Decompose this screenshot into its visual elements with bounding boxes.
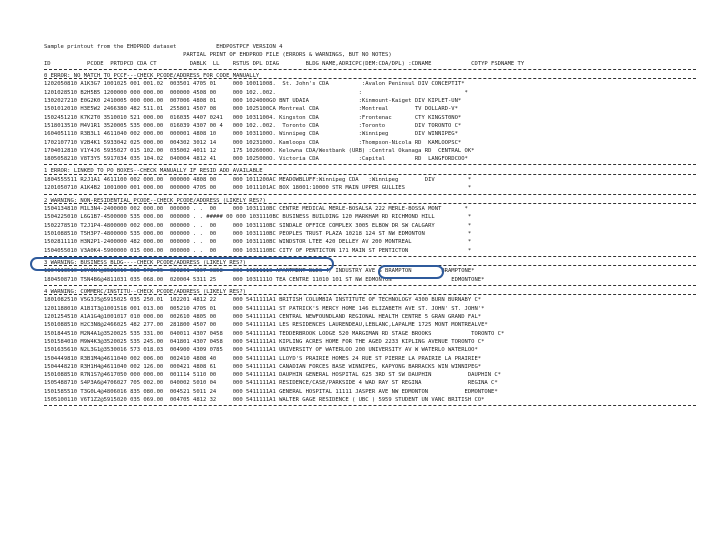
table-row: 1502278510 T2J1P4-4800000 002 000.00 000000 . . 00 000 1031110BC SINDALE OFFICE COMPLEX 3005 ELBOW DR SW CALGARY *	[44, 222, 472, 229]
section-title: 2 WARNING: NON-RESIDENTIAL PCODE--CHECK PCODE/ADDRESS (LIKELY RES?)	[44, 197, 266, 204]
table-row: 1501088510 T5H3P7-4800000 535 000.00 000000 . . 00 000 1031110BC PEOPLES TRUST PLAZA 10218 124 ST NW EDMONTON *	[44, 230, 472, 237]
dashed-rule	[44, 203, 696, 204]
dashed-rule	[44, 194, 696, 195]
table-row: 1502811110 H3N2P1-2400000 482 000.00 000000 . . 00 000 1031110BC WINDSTOR LTEE 420 DELLEY AV 200 MONTREAL *	[44, 239, 472, 246]
table-row: 1804555511 R2J1A1 4611100 002 000.00 000000 4808 00 000 1011200AC MEADOWBLUFF:Winnipeg CDA :Winnipeg DIV *	[44, 176, 472, 183]
table-row: 1804113510 L9Y3N4@3521010 535 572.05 020201 4307 0858 000 1031111O APARTMENT BLDG 4/ INDUSTRY AVE S BRAMPTON BRAMPTONE*	[44, 268, 475, 275]
dashed-rule	[44, 78, 696, 79]
table-row: 1504055010 V3A0K4-5900000 015 000.00 000000 . . 00 000 1031110BC CITY OF PENTICTON 171 MAIN ST PENTICTON *	[44, 247, 472, 254]
highlight-outline-section-title	[30, 257, 334, 271]
table-row: 1501585510 T3G0L4@4806016 835 080.00 004521 5011 24 000 5411111A1 GENERAL HOSPITAL 11111 JASPER AVE NW EDMONTON EDMONTONE*	[44, 388, 498, 395]
table-row: 1201050710 A1K4B2 1001000 001 000.00 000000 4705 00 000 1011101AC BOX 18001:10000 STR MAIN UPPER GULLIES *	[44, 185, 472, 192]
column-header-line: ID PCODE PRTDPCD CDA CT DABLK LL RSTUS DPL DIAG BLDG NAME,ADRICPC(DEM:CDA/DPL) :CDNAME CDTYP FSDNAME TY	[44, 60, 525, 67]
table-row: 1201028510 B2H5B5 1200000 000 000.00 000000 4508 00 000 102..002. : *	[44, 89, 468, 96]
section-title: 1 ERROR: LINKED TO PO BOXES--CHECK MANUALLY IF RESID ADD AVAILABLE	[44, 168, 263, 175]
table-row: 1501844510 M2N4A1@3520025 535 331.00 040011 4307 0458 000 5411111A1 TEDDERBROOK LODGE 520 MARGIMAN RD STAGE BROOKS TORONTO C*	[44, 330, 505, 337]
table-row: 1704012810 V1Y4J6 5935027 015 102.00 035002 4011 12 175 1026000O. Kelowna CDA/Westbank (URB) :Central Okanaga RD CENTRAL OK*	[44, 147, 475, 154]
table-row: 1805058210 V8T3Y5 5917034 035 104.02 040004 4812 41 000 1025000O. Victoria CDA :Capital RD LANGFORDCOO*	[44, 156, 468, 163]
table-row: 1302027210 E0G2K0 2410005 000 000.00 007006 4808 01 000 1024000GO BNT UDAIA :Kinmount-Kaiget DIV KIPLET-UN*	[44, 98, 462, 104]
table-row: 1504449810 R3B1M4@4611040 002 006.00 002410 4808 40 000 5411111A1 LLOYD'S PRAIRIE HOMES 24 RUE ST PIERRE LA PRAIRIE LA PRAIRIE*	[44, 355, 482, 362]
dashed-rule	[44, 69, 696, 70]
highlight-outline-apartment-bldg	[378, 265, 444, 279]
dashed-rule	[44, 405, 696, 406]
section-title: 3 WARNING: BUSINESS BLDG----CHECK PCODE/ADDRESS (LIKELY RES?)	[44, 259, 246, 266]
table-row: 1504134810 M1L3N4-2400000 002 000.00 000000 . . 00 000 1031110BC CENTRE MEDICAL MERLE-BOSALSA 222 MERLE-BOSSA MONT *	[44, 206, 468, 212]
table-row: 1504448210 R3H1H4@4611040 002 126.00 000421 4808 61 000 5411111A1 CANADIAN FORCES BASE WINNIPEG, KAPYONG BARRACKS WIN WINNIPEG*	[44, 363, 482, 370]
header-subtitle-line: PARTIAL PRINT OF EHDPROD FILE (ERRORS & WARNINGS, BUT NO NOTES)	[44, 52, 392, 59]
table-row: 1801082510 V5G3J5@5915025 035 250.01 102201 4812 22 000 5411111A1 BRITISH COLUMBIA INSTITUTE OF TECHNOLOGY 4300 BURN BURNABY C*	[44, 297, 482, 304]
table-row: 1604051110 R3B3L1 4611040 002 000.00 000001 4808 10 000 1031100O. Winnipeg CDA :Winnipeg DIV WINNIPEG*	[44, 131, 458, 138]
table-row: 1502451210 K7K2T0 3510010 521 000.00 016035 4407 0241 000 10311004. Kingston CDA :Frontenac CTY KINGST0NO*	[44, 114, 462, 121]
table-row: 1501584010 M9W4K3@3520025 535 245.00 041801 4307 0458 000 5411111A1 KIPLING ACRES HOME FOR THE AGED 2233 KIPLING AVENUE TORONTO C*	[44, 338, 485, 345]
table-row: 1804508710 T5N4B6@4811031 035 068.00 020004 5311 25 000 1031111O TEA CENTRE 11010 101 ST NW EDMONTON EDMONTONE*	[44, 276, 485, 283]
section-title: 4 WARNING: COMMERC/INSTITU--CHECK PCODE/ADDRESS (LIKELY RES?)	[44, 288, 246, 295]
table-row: 1202050810 A1K3G7 1001025 001 001.02 003501 4705 01 000 10011008. St. John's CDA :Avalon Peninsul DIV CONCEPTIT*	[44, 81, 465, 88]
table-row: 1501012010 H3E5W2 2466380 482 511.01 255801 4507 08 000 1025100CA Montreal CDA :Montreal TV DOLLARD-V*	[44, 106, 458, 113]
table-row: 1501088510 R7N1S7@4617050 000 000.00 001114 5110 00 000 5411111A1 DAUPHIN GENERAL HOSPITAL 625 3RD ST SW DAUPHIN DAUPHIN C*	[44, 372, 501, 379]
table-row: 1504225010 L6G1B7-4500000 535 000.00 000000 . . ##### 00 000 1031110BC BUSINESS BUILDING 120 MARKHAM RD RICHMOND HILL *	[44, 214, 472, 221]
dashed-rule	[44, 164, 696, 165]
table-row: 1505488710 S4P3A6@4706027 705 002.00 040002 5010 04 000 5411111A1 RESIDENCE/CASE/PARKSIDE 4 WAD RAY ST REGINA REGINA C*	[44, 380, 498, 387]
table-row: 1201254510 A1A1G4@1001017 010 000.00 002610 4805 00 000 5411111A1 CENTRAL NEWFOUNDLAND REGIONAL HEALTH CENTRE 5 GRAN GRAND FAL*	[44, 314, 482, 320]
dashed-rule	[44, 174, 696, 175]
table-row: 1505100110 V6T1Z2@5915020 035 069.00 004705 4812 32 000 5411111A1 WALTER GAGE RESIDENCE ( UBC ) 5959 STUDENT UN VANC BRITISH CO*	[44, 397, 485, 403]
header-title-line: Sample printout from the EHDPROD dataset EHDPOSTPCF VERSION 4	[44, 44, 283, 50]
table-row: 1518013510 M4V1R1 3520005 535 000.00 016039 4307 00 4 000 102..002. Toronto CDA :Toronto DIV TORONTO C*	[44, 122, 462, 129]
table-row: 1201188010 A1B1T3@1001518 001 013.00 005210 4705 01 000 5411111A1 ST PATRICK'S MERCY HOME 146 ELIZABETH AVE ST. JOHN' ST. JOHN'*	[44, 305, 485, 312]
dashed-rule	[44, 294, 696, 295]
dashed-rule	[44, 285, 696, 286]
table-row: 1501088510 H2C3N8@2466025 482 277.00 281800 4507 00 000 5411111A1 LES RESIDENCES LAURENDEAU,LEBLANC,LAPALME 1725 MONT MONTREALVE*	[44, 322, 488, 329]
table-row: 1501635610 N2L3G1@3530016 573 018.03 004900 4309 0785 000 5411111A1 UNIVERSITY OF WATERLOO 200 UNIVERSITY AV W WATERLO WATERLOO*	[44, 347, 478, 354]
section-title: 0 ERROR: NO MATCH TO PCCF---CHECK PCODE/ADDRESS FOR CODE MANUALLY	[44, 72, 260, 79]
table-row: 1702107710 V2B4K1 5933042 025 000.00 004302 3012 14 000 1023100O. Kamloops CDA :Thompson-Nicola RD KAMLOOPSC*	[44, 139, 462, 146]
